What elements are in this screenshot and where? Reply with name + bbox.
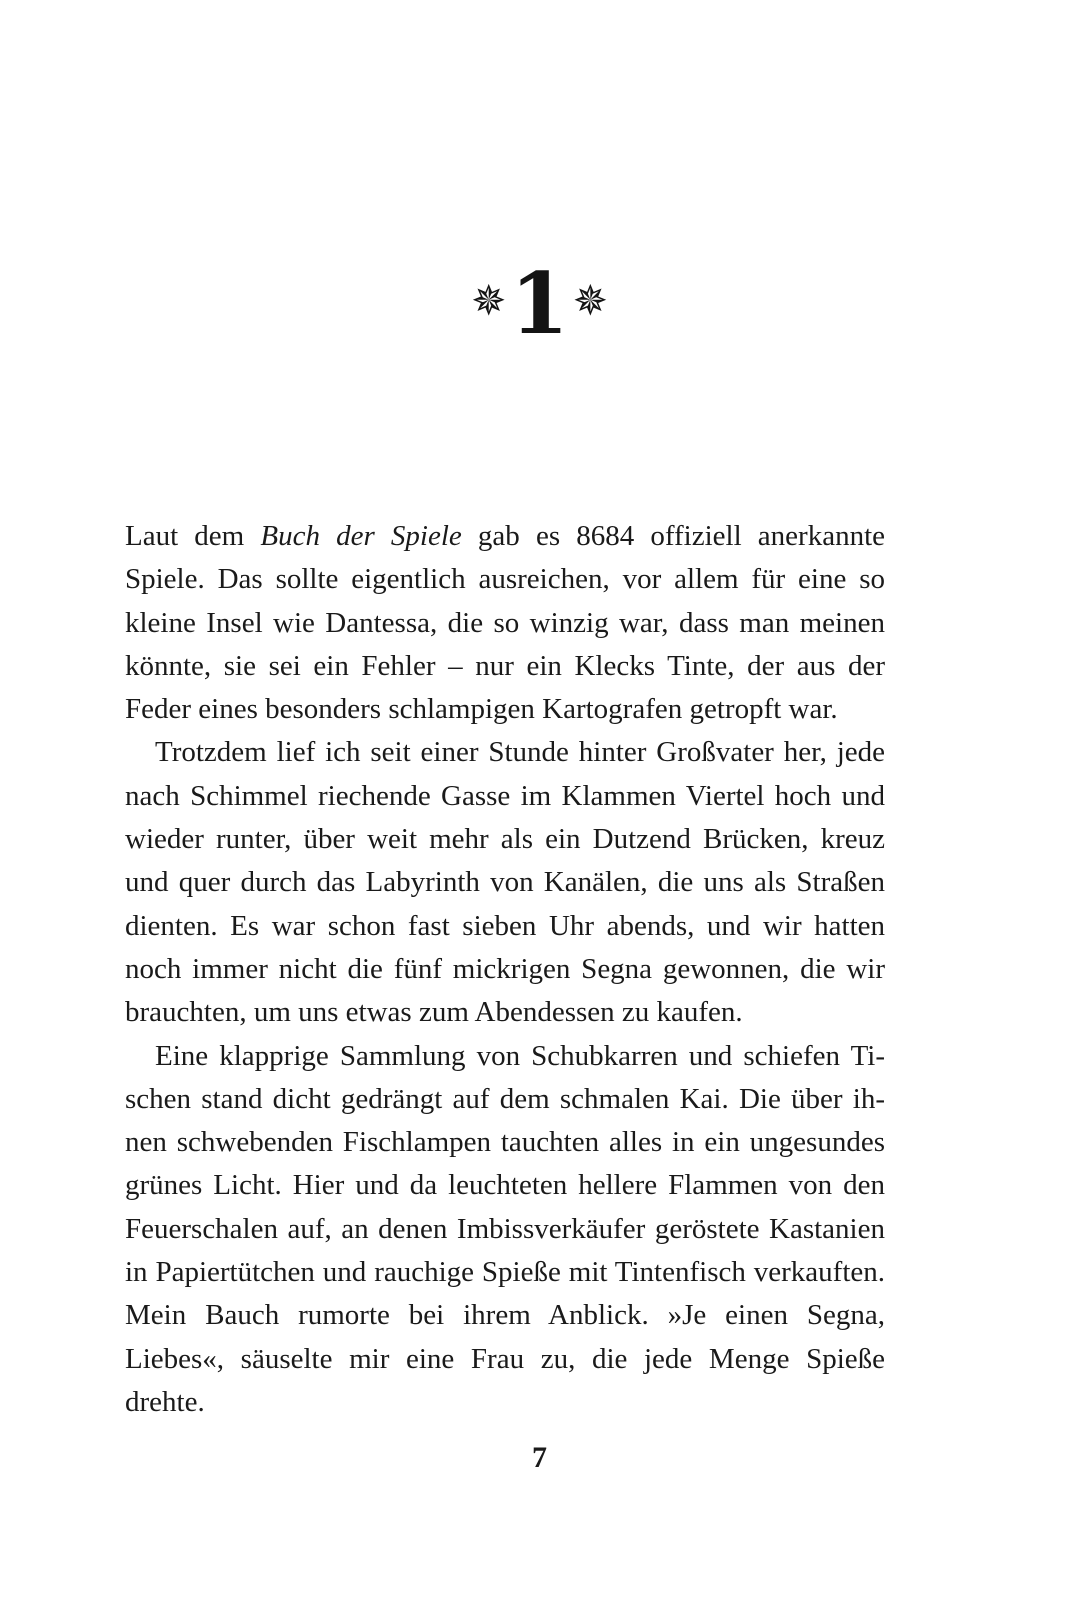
paragraph-1 (125, 515, 885, 731)
paragraph-1-rest: gab es 8684 offiziell anerkannte Spiele. Das sollte eigentlich ausreichen, vor allem für eine so kleine Insel wie Dantessa, die so winzig war, dass man meinen könnte, sie sei ein Fehler – nur ein Klecks Tinte, der aus der Feder eines besonders schlampigen Kartografen getropft war. (125, 520, 886, 726)
paragraph-1-lead: Laut dem (125, 520, 261, 552)
book-title-italic: Buch der Spiele (260, 520, 462, 552)
chapter-number: 1 (510, 254, 569, 353)
body-text (125, 515, 885, 1424)
chapter-heading (0, 254, 1079, 353)
page-number: 7 (532, 1441, 547, 1474)
paragraph-2: Trotzdem lief ich seit einer Stunde hinter Großvater her, jede nach Schimmel riechende Gasse im Klammen Viertel hoch und wieder runter, über weit mehr als ein Dutzend Brücken, kreuz und quer durch das Labyrinth von Kanälen, die uns als Straßen dienten. Es war schon fast sieben Uhr abends, und wir hatten noch immer nicht die fünf mickrigen Segna gewonnen, die wir brauchten, um uns etwas zum Abendessen zu kaufen. (125, 736, 885, 1029)
paragraph-3: Eine klapprige Sammlung von Schubkarren und schiefen Tischen stand dicht gedrängt auf dem schmalen Kai. Die über ihnen schwebenden Fischlampen tauchten alles in ein ungesundes grünes Licht. Hier und da leuchteten hellere Flammen von den Feuerschalen auf, an denen Imbissverkäufer geröstete Kastanien in Papiertütchen und rauchige Spieße mit Tintenfisch verkauften. Mein Bauch rumorte bei ihrem Anblick. »Je einen Segna, Liebes«, säuselte mir eine Frau zu, die jede Menge Spieße drehte. (125, 1039, 885, 1418)
star-ornament-left-icon: ✵ (471, 276, 507, 325)
star-ornament-right-icon: ✵ (572, 276, 608, 325)
